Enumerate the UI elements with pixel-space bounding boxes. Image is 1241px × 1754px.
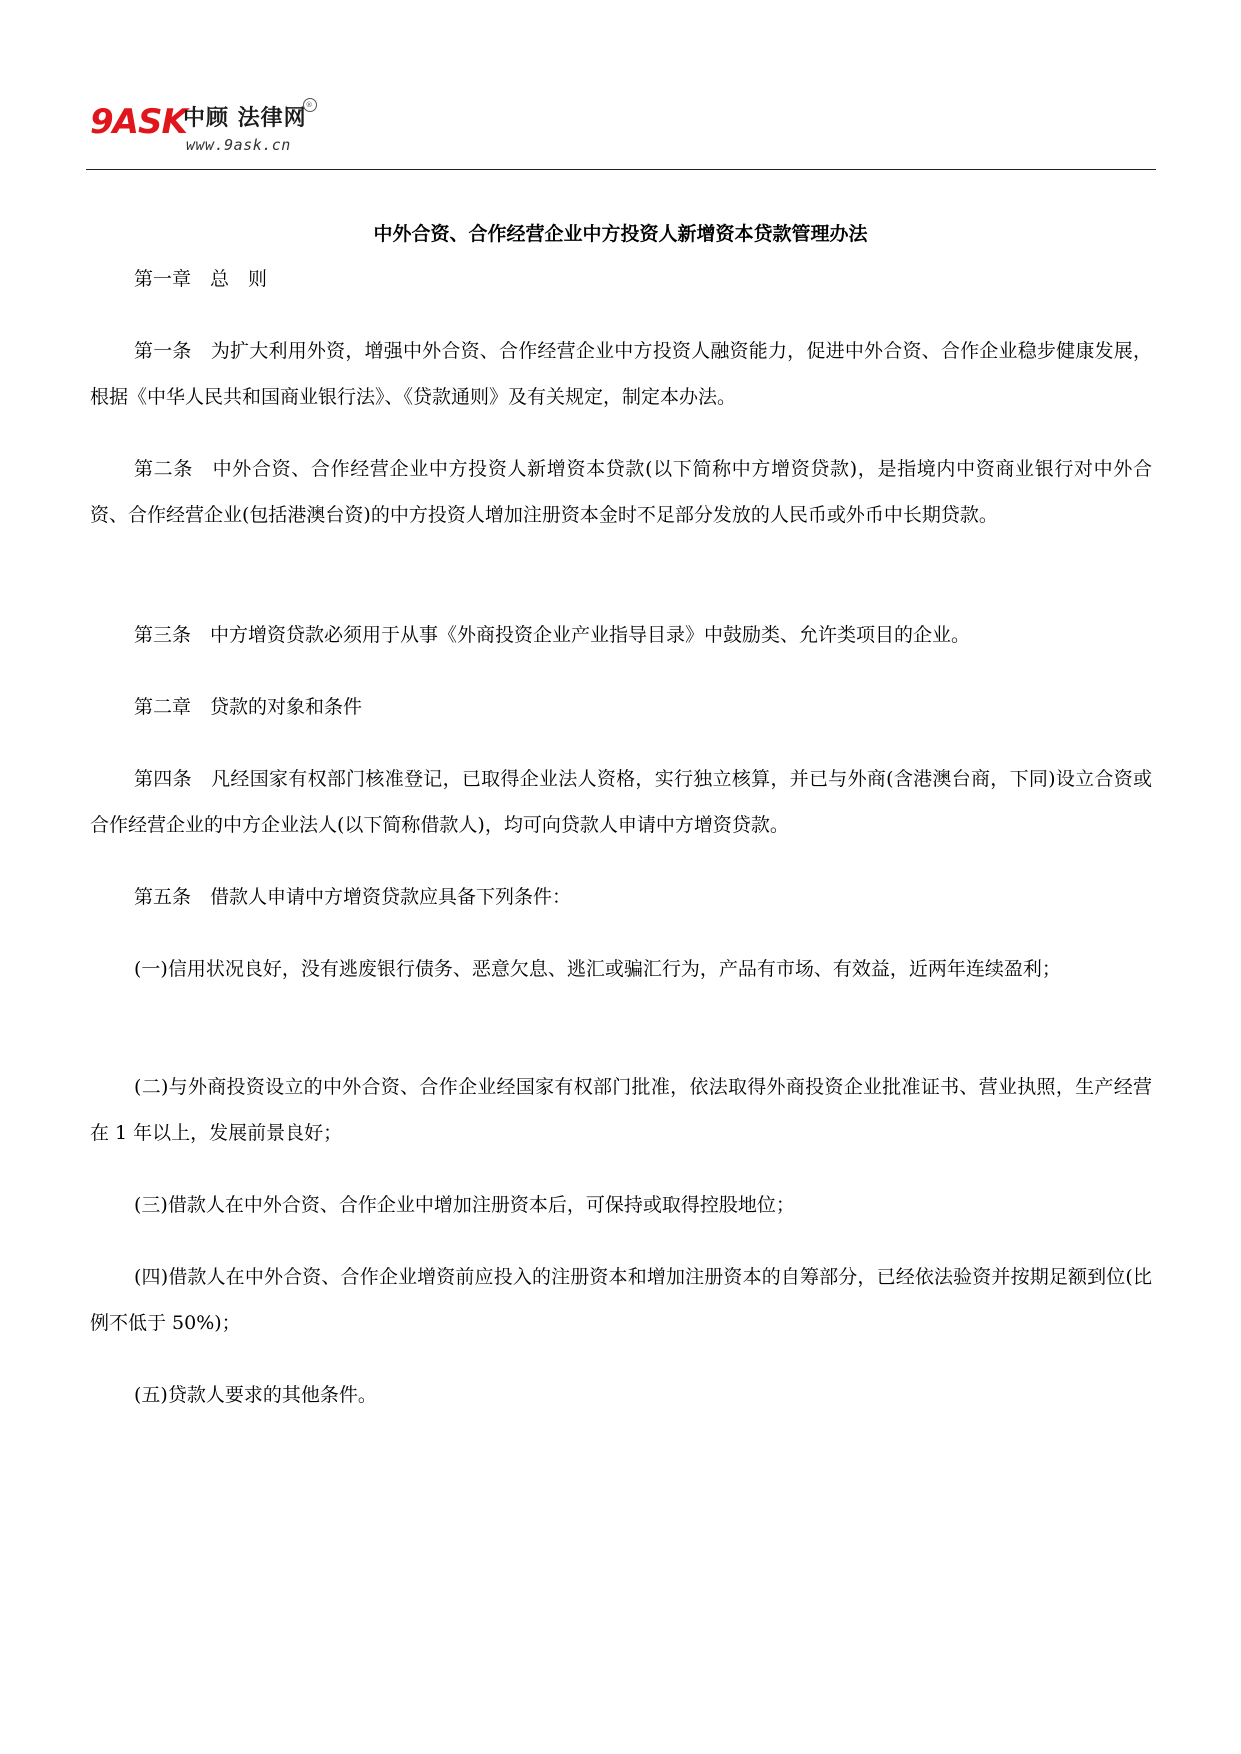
condition-item-2: (二)与外商投资设立的中外合资、合作企业经国家有权部门批准，依法取得外商投资企业批准证书、营业执照，生产经营在 1 年以上，发展前景良好； — [90, 1076, 1152, 1144]
article-1: 第一条 为扩大利用外资，增强中外合资、合作经营企业中方投资人融资能力，促进中外合资、合作企业稳步健康发展，根据《中华人民共和国商业银行法》、《贷款通则》及有关规定，制定本办法。 — [90, 340, 1152, 408]
logo-url: www.9ask.cn — [186, 136, 291, 154]
condition-item-4: (四)借款人在中外合资、合作企业增资前应投入的注册资本和增加注册资本的自筹部分，已经依法验资并按期足额到位(比例不低于 50%)； — [90, 1266, 1152, 1334]
site-logo[interactable] — [90, 100, 360, 160]
registered-mark-icon: ® — [303, 98, 317, 112]
article-4: 第四条 凡经国家有权部门核准登记，已取得企业法人资格，实行独立核算，并已与外商(含港澳台商，下同)设立合资或合作经营企业的中方企业法人(以下简称借款人)，均可向贷款人申请中方增资贷款。 — [90, 768, 1152, 836]
article-2: 第二条 中外合资、合作经营企业中方投资人新增资本贷款(以下简称中方增资贷款)，是指境内中资商业银行对中外合资、合作经营企业(包括港澳台资)的中方投资人增加注册资本金时不足部分发放的人民币或外币中长期贷款。 — [90, 458, 1152, 526]
condition-item-5: (五)贷款人要求的其他条件。 — [134, 1384, 377, 1406]
condition-item-1: (一)信用状况良好，没有逃废银行债务、恶意欠息、逃汇或骗汇行为，产品有市场、有效益，近两年连续盈利； — [134, 958, 1061, 980]
logo-mark: 9ASK — [90, 102, 187, 142]
article-5: 第五条 借款人申请中方增资贷款应具备下列条件： — [134, 886, 572, 908]
header-divider — [86, 169, 1156, 170]
article-3: 第三条 中方增资贷款必须用于从事《外商投资企业产业指导目录》中鼓励类、允许类项目的企业。 — [134, 624, 971, 646]
condition-item-3: (三)借款人在中外合资、合作企业中增加注册资本后，可保持或取得控股地位； — [134, 1194, 795, 1216]
logo-site-name-text: 中顾 法律网 — [183, 106, 307, 131]
chapter-heading-2: 第二章 贷款的对象和条件 — [134, 696, 363, 718]
document-title: 中外合资、合作经营企业中方投资人新增资本贷款管理办法 — [373, 223, 868, 245]
logo-site-name — [183, 101, 317, 132]
chapter-heading-1: 第一章 总 则 — [134, 268, 268, 290]
page-header — [90, 96, 1152, 170]
